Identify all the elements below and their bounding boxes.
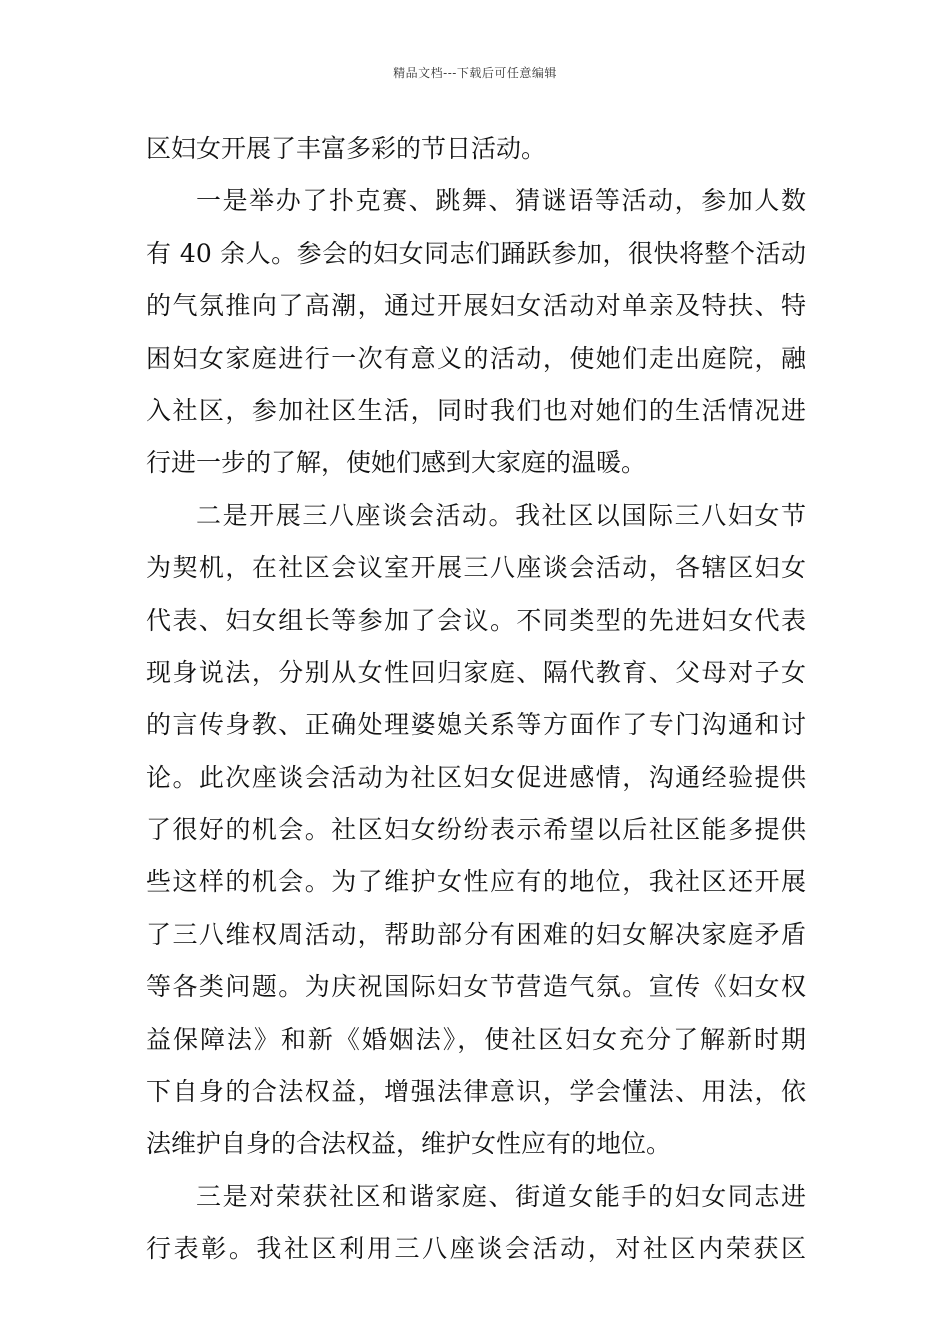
paragraph-line: 有 40 余人。参会的妇女同志们踊跃参加，很快将整个活动 xyxy=(146,238,806,268)
paragraph-line: 区妇女开展了丰富多彩的节日活动。 xyxy=(146,134,547,163)
paragraph-line: 的言传身教、正确处理婆媳关系等方面作了专门沟通和讨 xyxy=(146,710,806,740)
paragraph-line: 入社区，参加社区生活，同时我们也对她们的生活情况进 xyxy=(146,395,806,425)
paragraph xyxy=(146,1171,806,1276)
paragraph xyxy=(146,123,806,175)
paragraph-line: 的气氛推向了高潮，通过开展妇女活动对单亲及特扶、特 xyxy=(146,291,806,321)
paragraph-line: 困妇女家庭进行一次有意义的活动，使她们走出庭院，融 xyxy=(146,343,806,373)
page-header: 精品文档---下载后可任意编辑 xyxy=(393,66,557,80)
paragraph-line: 二是开展三八座谈会活动。我社区以国际三八妇女节 xyxy=(196,500,806,530)
paragraph-line: 代表、妇女组长等参加了会议。不同类型的先进妇女代表 xyxy=(146,605,806,635)
paragraph-line: 法维护自身的合法权益，维护女性应有的地位。 xyxy=(146,1129,672,1159)
paragraph-line: 为契机，在社区会议室开展三八座谈会活动，各辖区妇女 xyxy=(146,553,806,583)
paragraph-line: 些这样的机会。为了维护女性应有的地位，我社区还开展 xyxy=(146,867,806,897)
paragraph-line: 一是举办了扑克赛、跳舞、猜谜语等活动，参加人数 xyxy=(196,186,806,216)
paragraph-line: 论。此次座谈会活动为社区妇女促进感情，沟通经验提供 xyxy=(146,762,806,792)
paragraph xyxy=(146,490,806,1171)
paragraph-line: 行表彰。我社区利用三八座谈会活动，对社区内荣获区 xyxy=(146,1234,806,1264)
paragraph-line: 益保障法》和新《婚姻法》，使社区妇女充分了解新时期 xyxy=(146,1024,806,1054)
document-body xyxy=(146,123,806,1276)
paragraph xyxy=(146,175,806,489)
paragraph-line: 下自身的合法权益，增强法律意识，学会懂法、用法，依 xyxy=(146,1077,806,1107)
paragraph-line: 了三八维权周活动，帮助部分有困难的妇女解决家庭矛盾 xyxy=(146,919,806,949)
paragraph-line: 了很好的机会。社区妇女纷纷表示希望以后社区能多提供 xyxy=(146,815,806,845)
paragraph-line: 现身说法，分别从女性回归家庭、隔代教育、父母对子女 xyxy=(146,657,806,687)
paragraph-line: 等各类问题。为庆祝国际妇女节营造气氛。宣传《妇女权 xyxy=(146,972,806,1002)
paragraph-line: 三是对荣获社区和谐家庭、街道女能手的妇女同志进 xyxy=(196,1181,806,1211)
paragraph-line: 行进一步的了解，使她们感到大家庭的温暖。 xyxy=(146,448,647,478)
